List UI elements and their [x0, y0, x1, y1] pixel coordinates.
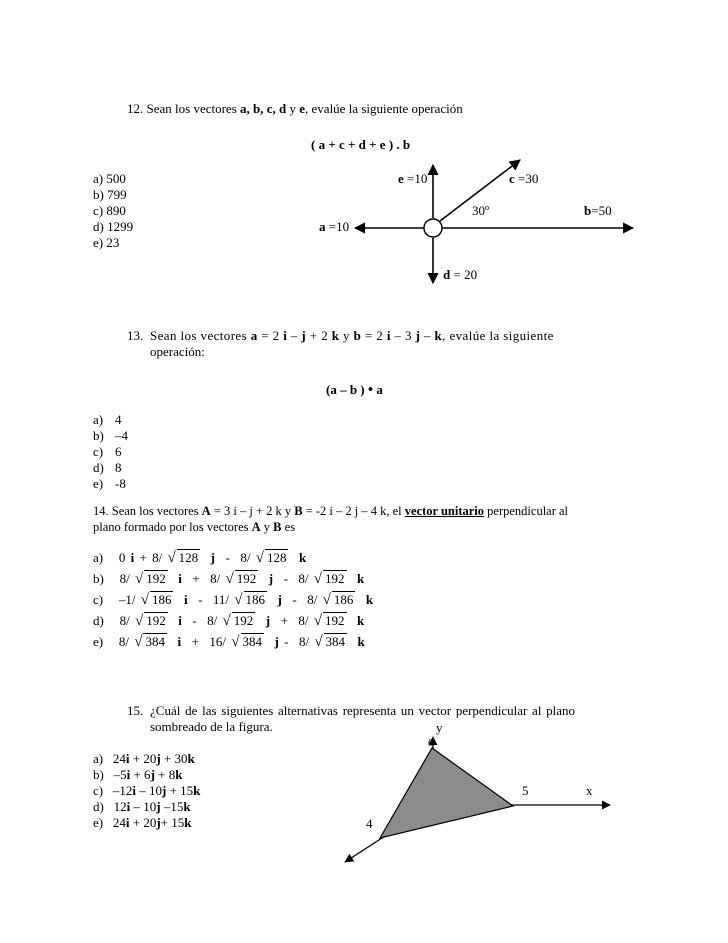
q12-option-a: a) 500: [93, 171, 126, 186]
q12-option-d: d) 1299: [93, 219, 134, 234]
axis-value-5: 5: [522, 783, 529, 798]
q13-formula: (a – b ) • a: [326, 382, 383, 398]
q13-option-b: b) –4: [93, 428, 128, 443]
q14-statement-line1: 14. Sean los vectores A = 3 i – j + 2 k y B = -2 i – 2 j – 4 k, el vector unitario perpendicular al: [93, 504, 569, 518]
shaded-triangle: [380, 748, 513, 838]
q13-number: 13.: [127, 328, 144, 343]
axis-label-y: y: [436, 720, 443, 735]
q15-option-d: d) 12i – 10j –15k: [93, 799, 191, 814]
q13-option-c: c) 6: [93, 444, 122, 459]
label-c: c =30: [509, 171, 539, 186]
q12-number: 12.: [127, 101, 144, 116]
q14-option-a: a) 0 i + 8/ √ 128 j - 8/ √ 128 k: [93, 550, 307, 566]
label-a: a =10: [319, 219, 350, 234]
axis-value-4: 4: [366, 816, 373, 831]
q13-statement-line1: Sean los vectores a = 2 i – j + 2 k y b = 2 i – 3 j – k, evalúe la siguiente: [150, 328, 554, 343]
label-d: d = 20: [443, 267, 478, 282]
label-e: e =10: [398, 171, 428, 186]
q14-statement-line2: plano formado por los vectores A y B es: [93, 520, 296, 534]
vector-unitario-term: vector unitario: [404, 504, 485, 518]
axis-label-x: x: [586, 783, 593, 798]
q12-option-b: b) 799: [93, 187, 127, 202]
q13-option-d: d) 8: [93, 460, 122, 475]
q13-option-e: e) -8: [93, 476, 126, 491]
axis-value-6: 6: [428, 737, 434, 749]
q13-option-a: a) 4: [93, 412, 122, 427]
q15-option-b: b) –5i + 6j + 8k: [93, 767, 183, 782]
q15-number: 15.: [127, 703, 144, 718]
q15-option-e: e) 24i + 20j+ 15k: [93, 815, 192, 830]
q15-statement-line2: sombreado de la figura.: [150, 719, 273, 734]
q12-option-e: e) 23: [93, 235, 120, 250]
q15-option-c: c) –12i – 10j + 15k: [93, 783, 201, 798]
q15-statement-line1: ¿Cuál de las siguientes alternativas representa un vector perpendicular al plano: [150, 703, 576, 718]
q14-option-c: c) –1/ √ 186 i - 11/ √ 186 j - 8/ √ 186 k: [93, 592, 374, 608]
q14-option-e: e) 8/ √ 384 i + 16/ √ 384 j - 8/ √ 384 k: [93, 634, 365, 650]
label-angle: 30º: [472, 203, 490, 218]
q12-statement: 12. Sean los vectores a, b, c, d y e, evalúe la siguiente operación: [127, 101, 463, 116]
q12-option-c: c) 890: [93, 203, 126, 218]
q13-statement-line2: operación:: [150, 344, 205, 359]
q12-formula: ( a + c + d + e ) . b: [311, 137, 411, 152]
q14-option-d: d) 8/ √ 192 i - 8/ √ 192 j + 8/ √ 192 k: [93, 613, 365, 629]
dot-product-symbol: •: [367, 382, 374, 398]
q15-option-a: a) 24i + 20j + 30k: [93, 751, 195, 766]
label-b: b=50: [584, 203, 612, 218]
q14-option-b: b) 8/ √ 192 i + 8/ √ 192 j - 8/ √ 192 k: [93, 571, 365, 587]
